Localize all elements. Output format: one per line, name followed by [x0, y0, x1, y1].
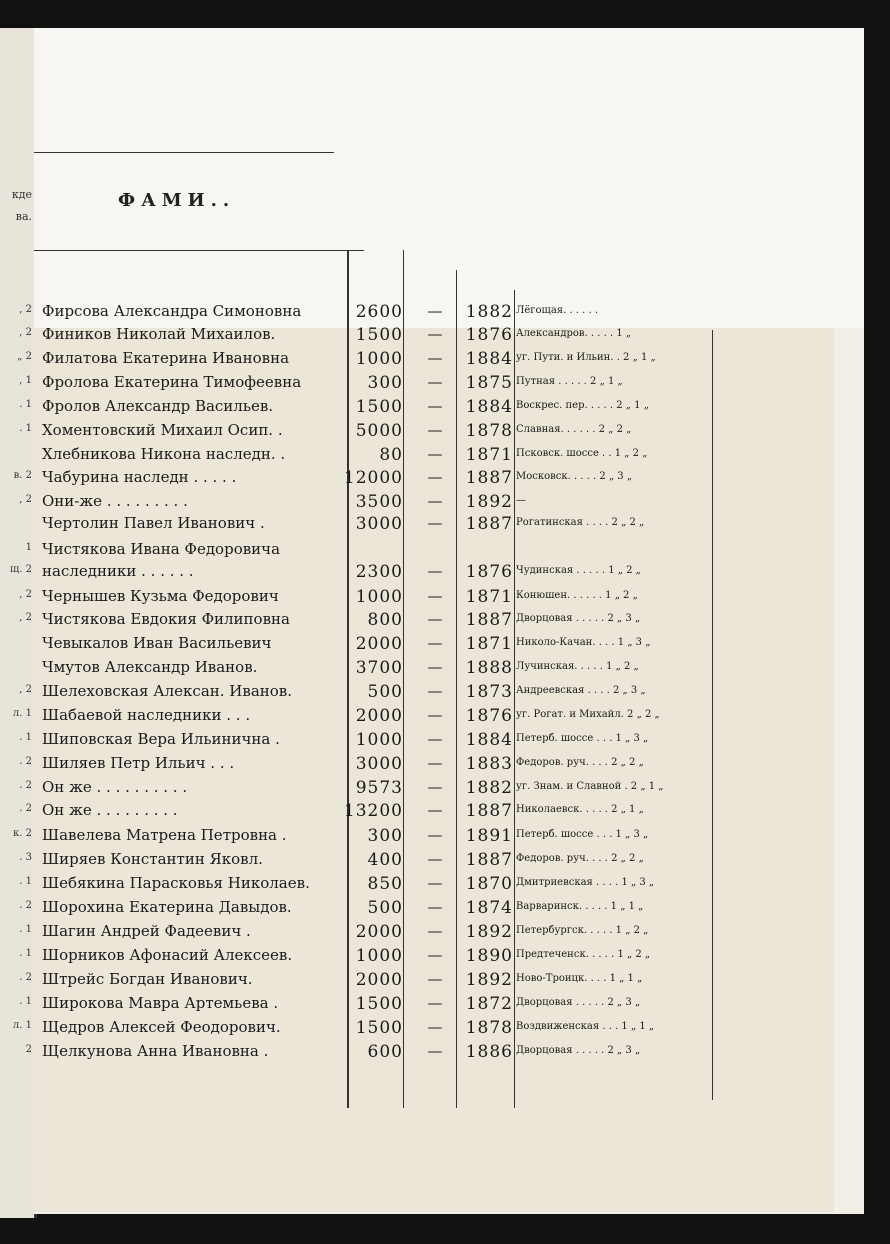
property-value: 2000 — [355, 706, 403, 726]
row-stub: л. 1 — [12, 1020, 32, 1031]
row-stub: , 2 — [19, 494, 32, 505]
row-stub: , 2 — [19, 589, 32, 600]
owner-name: Чабурина наследн . . . . . — [42, 468, 237, 486]
street-cell: Славная. . . . . . 2 „ 2 „ — [516, 424, 632, 435]
column-rule — [712, 330, 713, 1100]
property-value: 3000 — [355, 514, 403, 534]
street-cell: Дмитриевская . . . . 1 „ 3 „ — [516, 877, 655, 888]
street-cell: Дворцовая . . . . . 2 „ 3 „ — [516, 1045, 641, 1056]
year-cell: 1876 — [465, 706, 513, 726]
dash-cell: — — [427, 682, 443, 700]
owner-name: Чмутов Александр Иванов. — [42, 658, 258, 676]
street-cell: Московск. . . . . 2 „ 3 „ — [516, 471, 633, 482]
year-cell: 1892 — [465, 922, 513, 942]
year-cell: 1887 — [465, 801, 513, 821]
row-stub: . 2 — [19, 900, 32, 911]
owner-name: Щедров Алексей Феодорович. — [42, 1018, 281, 1036]
property-value: 1500 — [355, 994, 403, 1014]
property-value: 13200 — [343, 801, 403, 821]
property-value: 2300 — [355, 562, 403, 582]
dash-cell: — — [427, 445, 443, 463]
year-cell: 1887 — [465, 468, 513, 488]
dash-cell: — — [427, 421, 443, 439]
year-cell: 1872 — [465, 994, 513, 1014]
owner-name: Фирсова Александра Симоновна — [42, 302, 302, 320]
property-value: 1000 — [355, 587, 403, 607]
street-cell: Федоров. руч. . . . 2 „ 2 „ — [516, 757, 644, 768]
row-stub: , 1 — [19, 375, 32, 386]
property-value: 1500 — [355, 325, 403, 345]
owner-name: Хоментовский Михаил Осип. . — [42, 421, 283, 439]
row-stub: . 2 — [19, 803, 32, 814]
row-stub: , 2 — [19, 304, 32, 315]
property-value: 300 — [367, 826, 403, 846]
torn-paper-overlay — [34, 28, 864, 328]
dash-cell: — — [427, 1042, 443, 1060]
column-rule — [514, 290, 515, 1108]
year-cell: 1884 — [465, 397, 513, 417]
dash-cell: — — [427, 349, 443, 367]
year-cell: 1874 — [465, 898, 513, 918]
owner-name: Чистякова Ивана Федоровича — [42, 540, 281, 558]
row-stub: в. 2 — [13, 470, 32, 481]
owner-name: Ширяев Константин Яковл. — [42, 850, 263, 868]
owner-name: Фролов Александр Васильев. — [42, 397, 274, 415]
row-stub: . 3 — [19, 852, 32, 863]
dash-cell: — — [427, 373, 443, 391]
owner-name: Шорников Афонасий Алексеев. — [42, 946, 293, 964]
facing-page-text: кде — [11, 188, 32, 201]
row-stub: . 1 — [19, 732, 32, 743]
year-cell: 1887 — [465, 850, 513, 870]
owner-name: Штрейс Богдан Иванович. — [42, 970, 253, 988]
property-value: 500 — [367, 682, 403, 702]
column-header-fragment: ФАМИ.. — [118, 190, 236, 211]
year-cell: 1884 — [465, 349, 513, 369]
year-cell: 1883 — [465, 754, 513, 774]
year-cell: 1892 — [465, 492, 513, 512]
row-stub: . 2 — [19, 756, 32, 767]
year-cell: 1891 — [465, 826, 513, 846]
property-value: 2000 — [355, 634, 403, 654]
street-cell: Воздвиженская . . . 1 „ 1 „ — [516, 1021, 655, 1032]
owner-name: Чертолин Павел Иванович . — [42, 514, 265, 532]
street-cell: Александров. . . . . 1 „ — [516, 328, 632, 339]
dash-cell: — — [427, 587, 443, 605]
year-cell: 1890 — [465, 946, 513, 966]
property-value: 600 — [367, 1042, 403, 1062]
owner-name: Хлебникова Никона наследн. . — [42, 445, 286, 463]
street-cell: уг. Знам. и Славной . 2 „ 1 „ — [516, 781, 664, 792]
year-cell: 1888 — [465, 658, 513, 678]
property-value: 2600 — [355, 302, 403, 322]
year-cell: 1875 — [465, 373, 513, 393]
dash-cell: — — [427, 850, 443, 868]
owner-name: Шиповская Вера Ильинична . — [42, 730, 280, 748]
dash-cell: — — [427, 514, 443, 532]
street-cell: Ново-Троицк. . . . 1 „ 1 „ — [516, 973, 643, 984]
year-cell: 1882 — [465, 778, 513, 798]
owner-name: Шабаевой наследники . . . — [42, 706, 251, 724]
row-stub: „ 2 — [17, 351, 32, 362]
street-cell: Петербургск. . . . . 1 „ 2 „ — [516, 925, 649, 936]
street-cell: Лёгощая. . . . . . — [516, 305, 599, 316]
street-cell: Конюшен. . . . . . 1 „ 2 „ — [516, 590, 638, 601]
header-rule — [34, 152, 334, 153]
dash-cell: — — [427, 397, 443, 415]
dash-cell: — — [427, 922, 443, 940]
year-cell: 1873 — [465, 682, 513, 702]
year-cell: 1878 — [465, 1018, 513, 1038]
property-value: 5000 — [355, 421, 403, 441]
property-value: 1500 — [355, 1018, 403, 1038]
owner-name: Он же . . . . . . . . . — [42, 801, 178, 819]
row-stub: . 2 — [19, 972, 32, 983]
street-cell: Андреевская . . . . 2 „ 3 „ — [516, 685, 646, 696]
property-value: 500 — [367, 898, 403, 918]
year-cell: 1871 — [465, 634, 513, 654]
row-stub: . 1 — [19, 948, 32, 959]
property-value: 1000 — [355, 349, 403, 369]
owner-name: Чернышев Кузьма Федорович — [42, 587, 279, 605]
street-cell: — — [516, 495, 526, 506]
dash-cell: — — [427, 994, 443, 1012]
property-value: 400 — [367, 850, 403, 870]
street-cell: Федоров. руч. . . . 2 „ 2 „ — [516, 853, 644, 864]
property-value: 2000 — [355, 970, 403, 990]
street-cell: Псковск. шоссе . . 1 „ 2 „ — [516, 448, 648, 459]
property-value: 12000 — [343, 468, 403, 488]
street-cell: Путная . . . . . 2 „ 1 „ — [516, 376, 623, 387]
street-cell: уг. Пути. и Ильин. . 2 „ 1 „ — [516, 352, 656, 363]
street-cell: Николо-Качан. . . . 1 „ 3 „ — [516, 637, 651, 648]
row-stub: , 2 — [19, 684, 32, 695]
owner-name: Филатова Екатерина Ивановна — [42, 349, 290, 367]
property-value: 2000 — [355, 922, 403, 942]
dash-cell: — — [427, 946, 443, 964]
year-cell: 1892 — [465, 970, 513, 990]
year-cell: 1878 — [465, 421, 513, 441]
dash-cell: — — [427, 706, 443, 724]
year-cell: 1871 — [465, 587, 513, 607]
owner-name: Шагин Андрей Фадеевич . — [42, 922, 251, 940]
owner-name: Фиников Николай Михаилов. — [42, 325, 276, 343]
dash-cell: — — [427, 610, 443, 628]
street-cell: Лучинская. . . . . 1 „ 2 „ — [516, 661, 639, 672]
owner-name: Шавелева Матрена Петровна . — [42, 826, 287, 844]
property-value: 3000 — [355, 754, 403, 774]
year-cell: 1876 — [465, 325, 513, 345]
dash-cell: — — [427, 325, 443, 343]
row-stub: к. 2 — [13, 828, 32, 839]
street-cell: уг. Рогат. и Михайл. 2 „ 2 „ — [516, 709, 660, 720]
year-cell: 1876 — [465, 562, 513, 582]
dash-cell: — — [427, 730, 443, 748]
owner-name: Шебякина Парасковья Николаев. — [42, 874, 310, 892]
dash-cell: — — [427, 826, 443, 844]
owner-name: Шиляев Петр Ильич . . . — [42, 754, 235, 772]
property-value: 9573 — [355, 778, 403, 798]
street-cell: Дворцовая . . . . . 2 „ 3 „ — [516, 613, 641, 624]
row-stub: . 1 — [19, 399, 32, 410]
year-cell: 1887 — [465, 514, 513, 534]
street-cell: Петерб. шоссе . . . 1 „ 3 „ — [516, 733, 649, 744]
dash-cell: — — [427, 1018, 443, 1036]
property-value: 1000 — [355, 946, 403, 966]
dash-cell: — — [427, 562, 443, 580]
owner-name: Он же . . . . . . . . . . — [42, 778, 188, 796]
column-rule — [403, 250, 404, 1108]
property-value: 3500 — [355, 492, 403, 512]
dash-cell: — — [427, 801, 443, 819]
dash-cell: — — [427, 658, 443, 676]
dash-cell: — — [427, 778, 443, 796]
property-value: 300 — [367, 373, 403, 393]
row-stub: , 2 — [19, 327, 32, 338]
owner-name: Широкова Мавра Артемьева . — [42, 994, 279, 1012]
owner-name: Чистякова Евдокия Филиповна — [42, 610, 290, 628]
year-cell: 1884 — [465, 730, 513, 750]
owner-name: Щелкунова Анна Ивановна . — [42, 1042, 269, 1060]
owner-name: Они-же . . . . . . . . . — [42, 492, 188, 510]
street-cell: Предтеченск. . . . . 1 „ 2 „ — [516, 949, 651, 960]
row-stub: л. 1 — [12, 708, 32, 719]
dash-cell: — — [427, 874, 443, 892]
owner-name: Фролова Екатерина Тимофеевна — [42, 373, 302, 391]
dash-cell: — — [427, 302, 443, 320]
property-value: 1500 — [355, 397, 403, 417]
dash-cell: — — [427, 754, 443, 772]
dash-cell: — — [427, 468, 443, 486]
row-stub: 1 — [25, 542, 32, 553]
header-rule — [34, 250, 364, 251]
row-stub: . 1 — [19, 423, 32, 434]
row-stub: . 2 — [19, 780, 32, 791]
street-cell: Воскрес. пер. . . . . 2 „ 1 „ — [516, 400, 649, 411]
property-value: 800 — [367, 610, 403, 630]
dash-cell: — — [427, 898, 443, 916]
dash-cell: — — [427, 634, 443, 652]
year-cell: 1887 — [465, 610, 513, 630]
year-cell: 1871 — [465, 445, 513, 465]
row-stub: 2 — [25, 1044, 32, 1055]
row-stub: щ. 2 — [9, 564, 32, 575]
row-stub: . 1 — [19, 924, 32, 935]
row-stub: . 1 — [19, 996, 32, 1007]
facing-page-edge — [0, 28, 37, 1218]
property-value: 80 — [379, 445, 403, 465]
property-value: 3700 — [355, 658, 403, 678]
dash-cell: — — [427, 492, 443, 510]
property-value: 850 — [367, 874, 403, 894]
street-cell: Дворцовая . . . . . 2 „ 3 „ — [516, 997, 641, 1008]
street-cell: Чудинская . . . . . 1 „ 2 „ — [516, 565, 641, 576]
owner-name: Шорохина Екатерина Давыдов. — [42, 898, 292, 916]
owner-name: Шелеховская Алексан. Иванов. — [42, 682, 293, 700]
street-cell: Рогатинская . . . . 2 „ 2 „ — [516, 517, 645, 528]
row-stub: . 1 — [19, 876, 32, 887]
dash-cell: — — [427, 970, 443, 988]
year-cell: 1870 — [465, 874, 513, 894]
row-stub: , 2 — [19, 612, 32, 623]
facing-page-text: ва. — [15, 210, 32, 223]
year-cell: 1882 — [465, 302, 513, 322]
year-cell: 1886 — [465, 1042, 513, 1062]
street-cell: Николаевск. . . . . 2 „ 1 „ — [516, 804, 644, 815]
owner-name: наследники . . . . . . — [42, 562, 194, 580]
owner-name: Чевыкалов Иван Васильевич — [42, 634, 272, 652]
property-value: 1000 — [355, 730, 403, 750]
street-cell: Петерб. шоссе . . . 1 „ 3 „ — [516, 829, 649, 840]
street-cell: Варваринск. . . . . 1 „ 1 „ — [516, 901, 644, 912]
